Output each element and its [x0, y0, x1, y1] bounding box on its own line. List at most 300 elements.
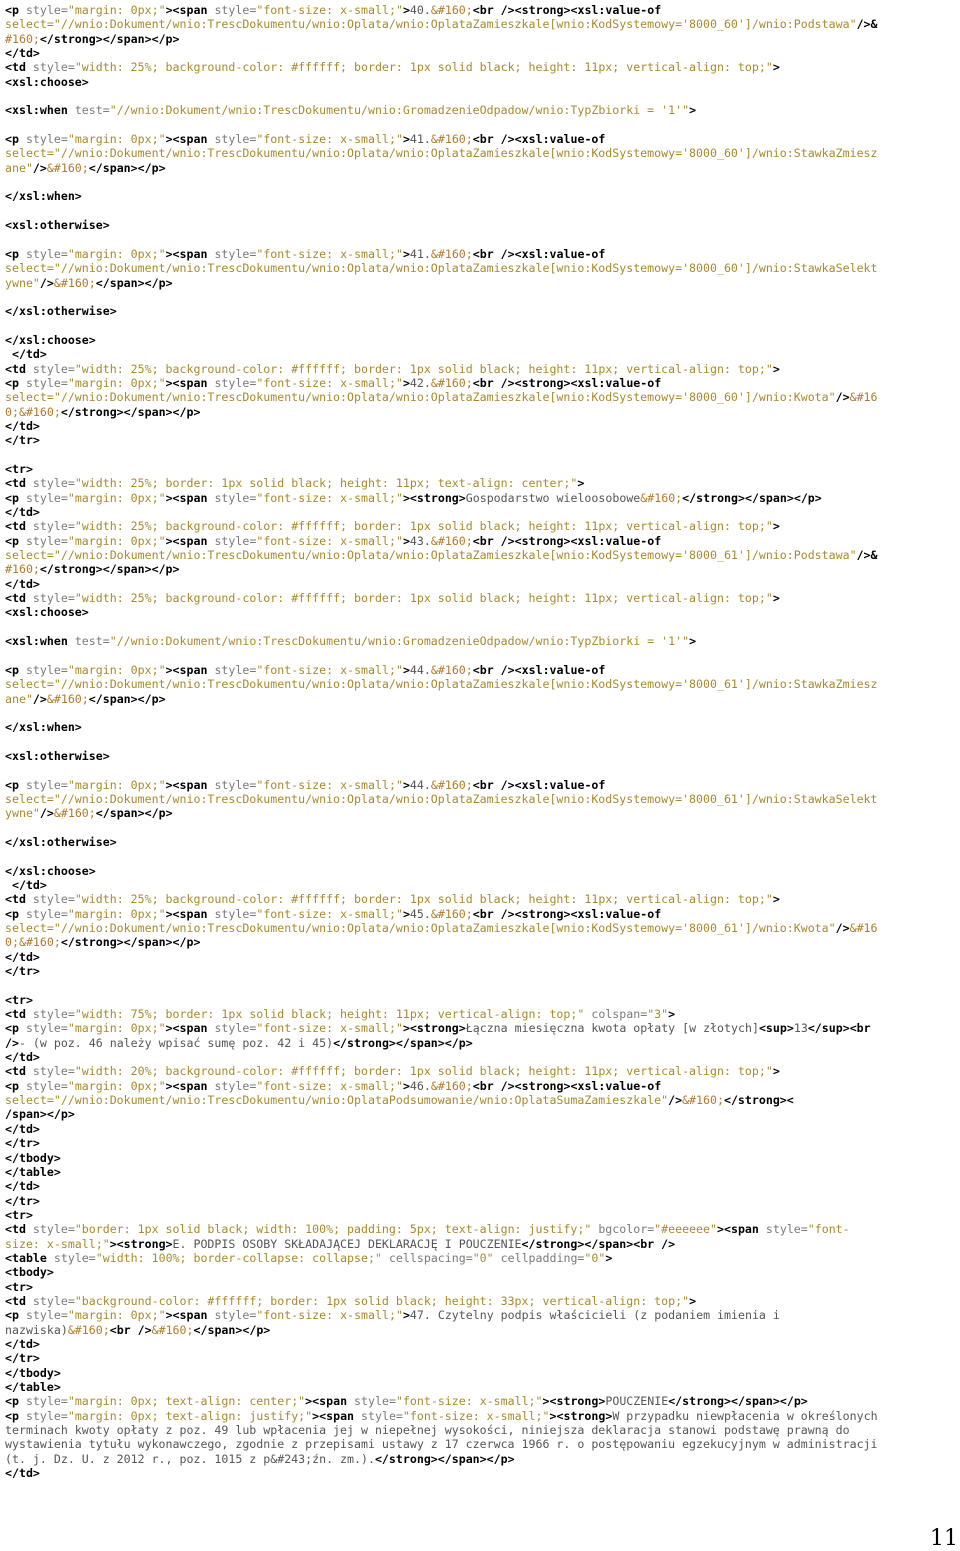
code-token: ><strong>	[402, 1021, 466, 1036]
code-line	[5, 806, 955, 820]
code-token: <br /><strong><xsl:value-of	[472, 533, 662, 548]
code-token: test=	[74, 634, 110, 649]
code-token: >	[689, 103, 697, 118]
code-line	[5, 32, 955, 46]
code-token: style=	[32, 1064, 75, 1079]
code-token: </strong></span><br />	[521, 1236, 676, 1251]
code-line	[5, 534, 955, 548]
code-token: <p	[5, 906, 26, 921]
code-line	[5, 1007, 955, 1021]
code-token: select="//wnio:Dokument/wnio:TrescDokumentu/wnio:Oplata/wnio:OplataZamieszkale[wnio:KodSystemowy='8000_61']/wnio:Podstawa"	[5, 548, 857, 563]
code-token: </tr>	[5, 433, 40, 448]
code-line	[5, 749, 955, 763]
code-token: "font-	[807, 1222, 850, 1237]
code-token: </xsl:otherwise>	[5, 304, 117, 319]
code-token: >	[668, 1007, 676, 1022]
code-token: #160;	[5, 31, 40, 46]
code-token: "width: 20%; background-color: #ffffff; border: 1px solid black; height: 11px; vertical-align: top;"	[74, 1064, 773, 1079]
code-token: <p	[5, 1021, 26, 1036]
code-line	[5, 1323, 955, 1337]
code-token: "width: 25%; border: 1px solid black; height: 11px; text-align: center;"	[74, 476, 578, 491]
code-token: </xsl:when>	[5, 189, 82, 204]
code-token: <xsl:choose>	[5, 74, 89, 89]
code-line	[5, 1265, 955, 1279]
code-token: 45.	[409, 906, 431, 921]
code-token: </strong></span></p>	[60, 404, 201, 419]
code-token: <p	[5, 3, 26, 17]
code-token: "//wnio:Dokument/wnio:TrescDokumentu/wnio:GromadzenieOdpadow/wnio:TypZbiorki = '1'"	[109, 634, 690, 649]
code-token: style=	[25, 777, 68, 792]
code-token: ane"	[5, 691, 33, 706]
code-token: "font-size: x-small;"	[256, 662, 403, 677]
code-token: </xsl:choose>	[5, 332, 96, 347]
code-token: W przypadku niewpłacenia w określonych	[612, 1408, 878, 1423]
code-token: >	[689, 1293, 697, 1308]
code-token: </table>	[5, 1380, 61, 1394]
code-token: >	[402, 246, 410, 261]
code-line	[5, 1351, 955, 1365]
code-line	[5, 1294, 955, 1308]
code-token: <p	[5, 662, 26, 677]
code-token: &#160;	[53, 275, 96, 290]
code-token: ><span	[165, 906, 215, 921]
code-token: 46.	[409, 1078, 431, 1093]
code-token: 43.	[409, 533, 431, 548]
code-token: &#160;	[67, 1322, 110, 1337]
code-line	[5, 1151, 955, 1165]
code-token: &#16	[849, 921, 878, 935]
code-token: (t. j. Dz. U. z 2012 r., poz. 1015 z p&#243;źn. zm.).	[5, 1451, 375, 1466]
code-token: ><span	[165, 1021, 215, 1036]
code-token: >	[402, 662, 410, 677]
code-line	[5, 1179, 955, 1193]
code-token: </table>	[5, 1164, 61, 1179]
code-line	[5, 778, 955, 792]
code-token: <xsl:when	[5, 634, 75, 649]
code-token: "margin: 0px;"	[67, 490, 166, 505]
code-token: 40.	[409, 3, 431, 17]
code-line	[5, 677, 955, 691]
code-token: <td	[5, 591, 33, 606]
code-token: </strong></span></p>	[374, 1451, 515, 1466]
code-line	[5, 1107, 955, 1121]
code-token: </span></p>	[95, 275, 173, 290]
code-token: </tbody>	[5, 1150, 61, 1165]
code-token: ><strong>	[402, 490, 466, 505]
code-line	[5, 577, 955, 591]
code-token: ><strong>	[109, 1236, 173, 1251]
code-token: style=	[214, 246, 257, 261]
code-token: 13	[793, 1021, 808, 1036]
code-token: </tr>	[5, 1351, 40, 1366]
code-line	[5, 1194, 955, 1208]
code-token: select="//wnio:Dokument/wnio:TrescDokumentu/wnio:Oplata/wnio:OplataZamieszkale[wnio:KodSystemowy='8000_60']/wnio:StawkaZmiesz	[5, 146, 878, 161]
code-token: ><span	[312, 1408, 362, 1423]
code-token: select="//wnio:Dokument/wnio:TrescDokumentu/wnio:Oplata/wnio:OplataZamieszkale[wnio:KodSystemowy='8000_61']/wnio:StawkaZmiesz	[5, 677, 878, 692]
code-token: <p	[5, 1394, 26, 1409]
code-line	[5, 1423, 955, 1437]
code-token: >	[772, 1064, 780, 1079]
code-token: style=	[32, 1293, 75, 1308]
code-line	[5, 835, 955, 849]
code-token: </strong></span></p>	[39, 31, 180, 46]
code-line	[5, 390, 955, 404]
code-token: style=	[25, 533, 68, 548]
code-line	[5, 218, 955, 232]
code-token: <td	[5, 60, 33, 75]
code-token: ><span	[165, 1078, 215, 1093]
code-line	[5, 1050, 955, 1064]
code-token: "margin: 0px;"	[67, 1308, 166, 1323]
code-token: &#160;	[46, 691, 89, 706]
code-token: 41.	[409, 132, 431, 147]
code-token: </strong></span></p>	[682, 490, 822, 505]
code-token: "width: 75%; border: 1px solid black; height: 11px; vertical-align: top;"	[74, 1007, 585, 1022]
code-line	[5, 921, 955, 935]
code-token: ><span	[165, 777, 215, 792]
code-token: cellpadding=	[500, 1250, 585, 1265]
code-token: </td>	[5, 576, 40, 591]
code-token: <br /><strong><xsl:value-of	[472, 375, 662, 390]
code-line	[5, 1394, 955, 1408]
code-line	[5, 548, 955, 562]
code-line	[5, 261, 955, 275]
code-token: terminach kwoty opłaty z poz. 49 lub wpłacenia jej w niepełnej wysokości, niniejsza deklaracja stanowi podstawę prawną do	[5, 1423, 850, 1438]
code-token: &#160;	[151, 1322, 194, 1337]
code-token: <p	[5, 375, 26, 390]
code-token: >	[772, 361, 780, 376]
code-token: style=	[214, 533, 257, 548]
code-token: <tr>	[5, 1207, 33, 1222]
code-token: ywne"	[5, 806, 40, 821]
code-token: >	[402, 1078, 410, 1093]
code-token: />&	[856, 548, 878, 563]
code-token: wystawienia tytułu wykonawczego, zgodnie z przepisami ustawy z 17 czerwca 1966 r. o postępowaniu egzekucyjnym w administracji	[5, 1437, 878, 1452]
code-token: ><span	[165, 533, 215, 548]
code-line	[5, 1409, 955, 1423]
code-token: </tr>	[5, 964, 40, 979]
code-line	[5, 333, 955, 347]
code-token: ><span	[165, 490, 215, 505]
code-line	[5, 591, 955, 605]
code-token: style=	[25, 662, 68, 677]
code-token: <td	[5, 1293, 33, 1308]
code-line	[5, 1064, 955, 1078]
code-token: "#eeeeee"	[654, 1222, 717, 1237]
code-token: </tr>	[5, 1193, 40, 1208]
code-token: </td>	[5, 347, 47, 362]
code-token: "width: 25%; background-color: #ffffff; border: 1px solid black; height: 11px; vertical-align: top;"	[74, 60, 773, 75]
code-line	[5, 878, 955, 892]
code-line	[5, 132, 955, 146]
code-token: style=	[32, 60, 75, 75]
code-line	[5, 964, 955, 978]
code-token: style=	[25, 1394, 68, 1409]
code-token: style=	[214, 906, 257, 921]
code-line	[5, 1366, 955, 1380]
code-line	[5, 1208, 955, 1222]
code-token: style=	[765, 1222, 808, 1237]
code-token: style=	[25, 375, 68, 390]
code-token: "margin: 0px;"	[67, 3, 166, 17]
code-token: >	[689, 634, 697, 649]
code-token: <xsl:otherwise>	[5, 748, 110, 763]
code-token: "//wnio:Dokument/wnio:TrescDokumentu/wnio:GromadzenieOdpadow/wnio:TypZbiorki = '1'"	[109, 103, 690, 118]
code-token: </td>	[5, 1466, 40, 1481]
code-token: <td	[5, 1064, 33, 1079]
source-code-listing	[5, 3, 955, 1480]
code-token: ><strong>	[549, 1408, 613, 1423]
code-token: ><span	[165, 132, 215, 147]
code-token: style=	[25, 132, 68, 147]
code-token: </td>	[5, 418, 40, 433]
code-token: </strong></span></p>	[60, 935, 201, 950]
code-token: <p	[5, 777, 26, 792]
code-token: style=	[361, 1408, 403, 1423]
code-token: <br /><strong><xsl:value-of	[472, 1078, 662, 1093]
code-token: select="//wnio:Dokument/wnio:TrescDokumentu/wnio:Oplata/wnio:OplataZamieszkale[wnio:KodSystemowy='8000_60']/wnio:StawkaSelekt	[5, 261, 878, 276]
blank-line	[5, 735, 955, 749]
blank-line	[5, 620, 955, 634]
code-token: />&	[856, 17, 878, 32]
code-line	[5, 75, 955, 89]
code-token: <tr>	[5, 992, 33, 1007]
code-line	[5, 1337, 955, 1351]
code-token: </sup><br	[807, 1021, 871, 1036]
code-token: ><span	[165, 3, 215, 17]
code-token: <td	[5, 1007, 33, 1022]
code-token: <p	[5, 490, 26, 505]
code-token: </span></p>	[95, 806, 173, 821]
code-token: 44.	[409, 662, 431, 677]
code-token: style=	[214, 375, 257, 390]
page-number: 11	[930, 1526, 958, 1551]
code-line	[5, 1136, 955, 1150]
code-token: </span></p>	[88, 691, 166, 706]
code-token: </td>	[5, 949, 40, 964]
code-token: >	[772, 60, 780, 75]
code-token: <td	[5, 519, 33, 534]
code-token: <br /><xsl:value-of	[472, 246, 606, 261]
code-token: "font-size: x-small;"	[256, 533, 403, 548]
blank-line	[5, 204, 955, 218]
blank-line	[5, 706, 955, 720]
code-token: <p	[5, 1408, 26, 1423]
code-token: 47. Czytelny podpis właścicieli (z podaniem imienia i	[409, 1308, 780, 1323]
code-line	[5, 276, 955, 290]
code-token: 0;&#160;	[5, 404, 61, 419]
code-token: </strong></span></p>	[39, 562, 180, 577]
code-line	[5, 1165, 955, 1179]
code-line	[5, 405, 955, 419]
code-token: select="//wnio:Dokument/wnio:TrescDokumentu/wnio:Oplata/wnio:OplataZamieszkale[wnio:KodSystemowy='8000_61']/wnio:StawkaSelekt	[5, 791, 878, 806]
code-token: 42.	[409, 375, 431, 390]
code-token: <br /><strong><xsl:value-of	[472, 3, 662, 17]
code-token: select="//wnio:Dokument/wnio:TrescDokumentu/wnio:Oplata/wnio:OplataZamieszkale[wnio:KodSystemowy='8000_60']/wnio:Podstawa"	[5, 17, 857, 32]
code-token: style=	[214, 1021, 257, 1036]
code-token: >	[772, 519, 780, 534]
code-line	[5, 1021, 955, 1035]
code-token: </td>	[5, 505, 40, 520]
code-line	[5, 1280, 955, 1294]
code-token: <td	[5, 892, 33, 907]
code-token: ane"	[5, 160, 33, 175]
code-token: "font-size: x-small;"	[395, 1394, 543, 1409]
code-token: />	[668, 1093, 683, 1108]
code-token: <p	[5, 1308, 26, 1323]
code-token: style=	[32, 1222, 75, 1237]
code-token: <tr>	[5, 1279, 33, 1294]
code-token: - (w poz. 46 należy wpisać sumę poz. 42 i 45)	[18, 1035, 334, 1050]
code-token: </tbody>	[5, 1365, 61, 1380]
code-line	[5, 1122, 955, 1136]
code-token: >	[402, 533, 410, 548]
code-token: &#160;	[46, 160, 89, 175]
code-token: </span></p>	[88, 160, 166, 175]
code-token: style=	[214, 662, 257, 677]
code-token: "font-size: x-small;"	[256, 1078, 403, 1093]
code-token: <td	[5, 361, 33, 376]
code-token: <br /><strong><xsl:value-of	[472, 906, 662, 921]
code-line	[5, 519, 955, 533]
code-token: nazwiska)	[5, 1322, 68, 1337]
code-line	[5, 146, 955, 160]
code-token: </xsl:when>	[5, 720, 82, 735]
code-token: "font-size: x-small;"	[256, 777, 403, 792]
code-line	[5, 247, 955, 261]
code-token: ywne"	[5, 275, 40, 290]
code-token: style=	[25, 1078, 68, 1093]
code-token: style=	[32, 591, 75, 606]
code-token: >	[402, 1308, 410, 1323]
code-token: "3"	[647, 1007, 669, 1022]
code-token: </xsl:otherwise>	[5, 834, 117, 849]
code-line	[5, 1380, 955, 1394]
code-token: </tr>	[5, 1136, 40, 1151]
code-token: &#16	[849, 390, 878, 405]
code-token: <tr>	[5, 462, 33, 476]
code-token: >	[402, 132, 410, 147]
code-line	[5, 892, 955, 906]
code-token: &#160;	[53, 806, 96, 821]
code-token: "background-color: #ffffff; border: 1px solid black; height: 33px; vertical-align: top;"	[74, 1293, 690, 1308]
code-token: />	[39, 275, 54, 290]
code-token: >	[402, 906, 410, 921]
code-token: "font-size: x-small;"	[256, 1308, 403, 1323]
code-token: >	[772, 591, 780, 606]
code-token: "font-size: x-small;"	[256, 1021, 403, 1036]
code-token: />	[39, 806, 54, 821]
code-token: &#160;	[430, 375, 473, 390]
code-token: ><span	[165, 662, 215, 677]
code-token: style=	[25, 906, 68, 921]
code-line	[5, 950, 955, 964]
blank-line	[5, 648, 955, 662]
code-token: &#160;	[430, 1078, 473, 1093]
blank-line	[5, 89, 955, 103]
code-token: style=	[214, 1308, 257, 1323]
code-token: <xsl:otherwise>	[5, 218, 110, 233]
blank-line	[5, 319, 955, 333]
code-line	[5, 189, 955, 203]
code-token: test=	[74, 103, 110, 118]
code-token: </span></p>	[193, 1322, 271, 1337]
code-token: <xsl:when	[5, 103, 75, 118]
code-line	[5, 907, 955, 921]
code-token: <sup>	[758, 1021, 794, 1036]
code-token: </td>	[5, 46, 40, 61]
code-token: >	[605, 1250, 613, 1265]
code-token: ><span	[305, 1394, 355, 1409]
code-token: <p	[5, 533, 26, 548]
code-token: </xsl:choose>	[5, 863, 96, 878]
blank-line	[5, 175, 955, 189]
code-line	[5, 60, 955, 74]
code-token: style=	[214, 490, 257, 505]
code-token: "font-size: x-small;"	[256, 375, 403, 390]
code-token: style=	[214, 132, 257, 147]
code-line	[5, 419, 955, 433]
code-line	[5, 1079, 955, 1093]
code-token: #160;	[5, 562, 40, 577]
code-line	[5, 1452, 955, 1466]
code-token: </strong></span></p>	[333, 1035, 473, 1050]
blank-line	[5, 448, 955, 462]
code-token: style=	[32, 1007, 75, 1022]
code-token: POUCZENIE	[605, 1394, 669, 1409]
code-token: <table	[5, 1250, 54, 1265]
code-token	[382, 1251, 389, 1265]
code-token: "margin: 0px; text-align: center;"	[67, 1394, 306, 1409]
code-token: <td	[5, 1222, 33, 1237]
code-token: "width: 25%; background-color: #ffffff; border: 1px solid black; height: 11px; vertical-align: top;"	[74, 361, 773, 376]
blank-line	[5, 233, 955, 247]
code-token: select="//wnio:Dokument/wnio:TrescDokumentu/wnio:Oplata/wnio:OplataZamieszkale[wnio:KodSystemowy='8000_60']/wnio:Kwota"	[5, 390, 836, 405]
blank-line	[5, 821, 955, 835]
blank-line	[5, 290, 955, 304]
code-line	[5, 161, 955, 175]
code-token: "width: 25%; background-color: #ffffff; border: 1px solid black; height: 11px; vertical-align: top;"	[74, 892, 773, 907]
code-token: select="//wnio:Dokument/wnio:TrescDokumentu/wnio:OplataPodsumowanie/wnio:OplataSumaZamieszkale"	[5, 1093, 669, 1108]
code-token: &#160;	[430, 777, 473, 792]
code-line	[5, 3, 955, 17]
code-line	[5, 1237, 955, 1251]
code-line	[5, 491, 955, 505]
code-token: cellspacing=	[388, 1250, 473, 1265]
code-token: &#160;	[430, 3, 473, 17]
code-token: &#160;	[682, 1093, 724, 1108]
code-token: "margin: 0px;"	[67, 375, 166, 390]
code-token: &#160;	[640, 490, 683, 505]
code-token: >	[577, 476, 585, 491]
code-line	[5, 462, 955, 476]
code-token: <p	[5, 132, 26, 147]
code-token: &#160;	[430, 533, 473, 548]
code-token: "margin: 0px;"	[67, 533, 166, 548]
code-token: style=	[25, 3, 68, 17]
code-token: </td>	[5, 1050, 40, 1065]
code-token: style=	[53, 1250, 96, 1265]
code-token: >	[402, 3, 410, 17]
code-token: 44.	[409, 777, 431, 792]
code-token: />	[32, 160, 47, 175]
code-token: &#160;	[430, 662, 473, 677]
code-line	[5, 720, 955, 734]
code-token: </td>	[5, 1336, 40, 1351]
code-token: "font-size: x-small;"	[256, 132, 403, 147]
code-token: </strong></span></p>	[668, 1394, 808, 1409]
code-line	[5, 505, 955, 519]
